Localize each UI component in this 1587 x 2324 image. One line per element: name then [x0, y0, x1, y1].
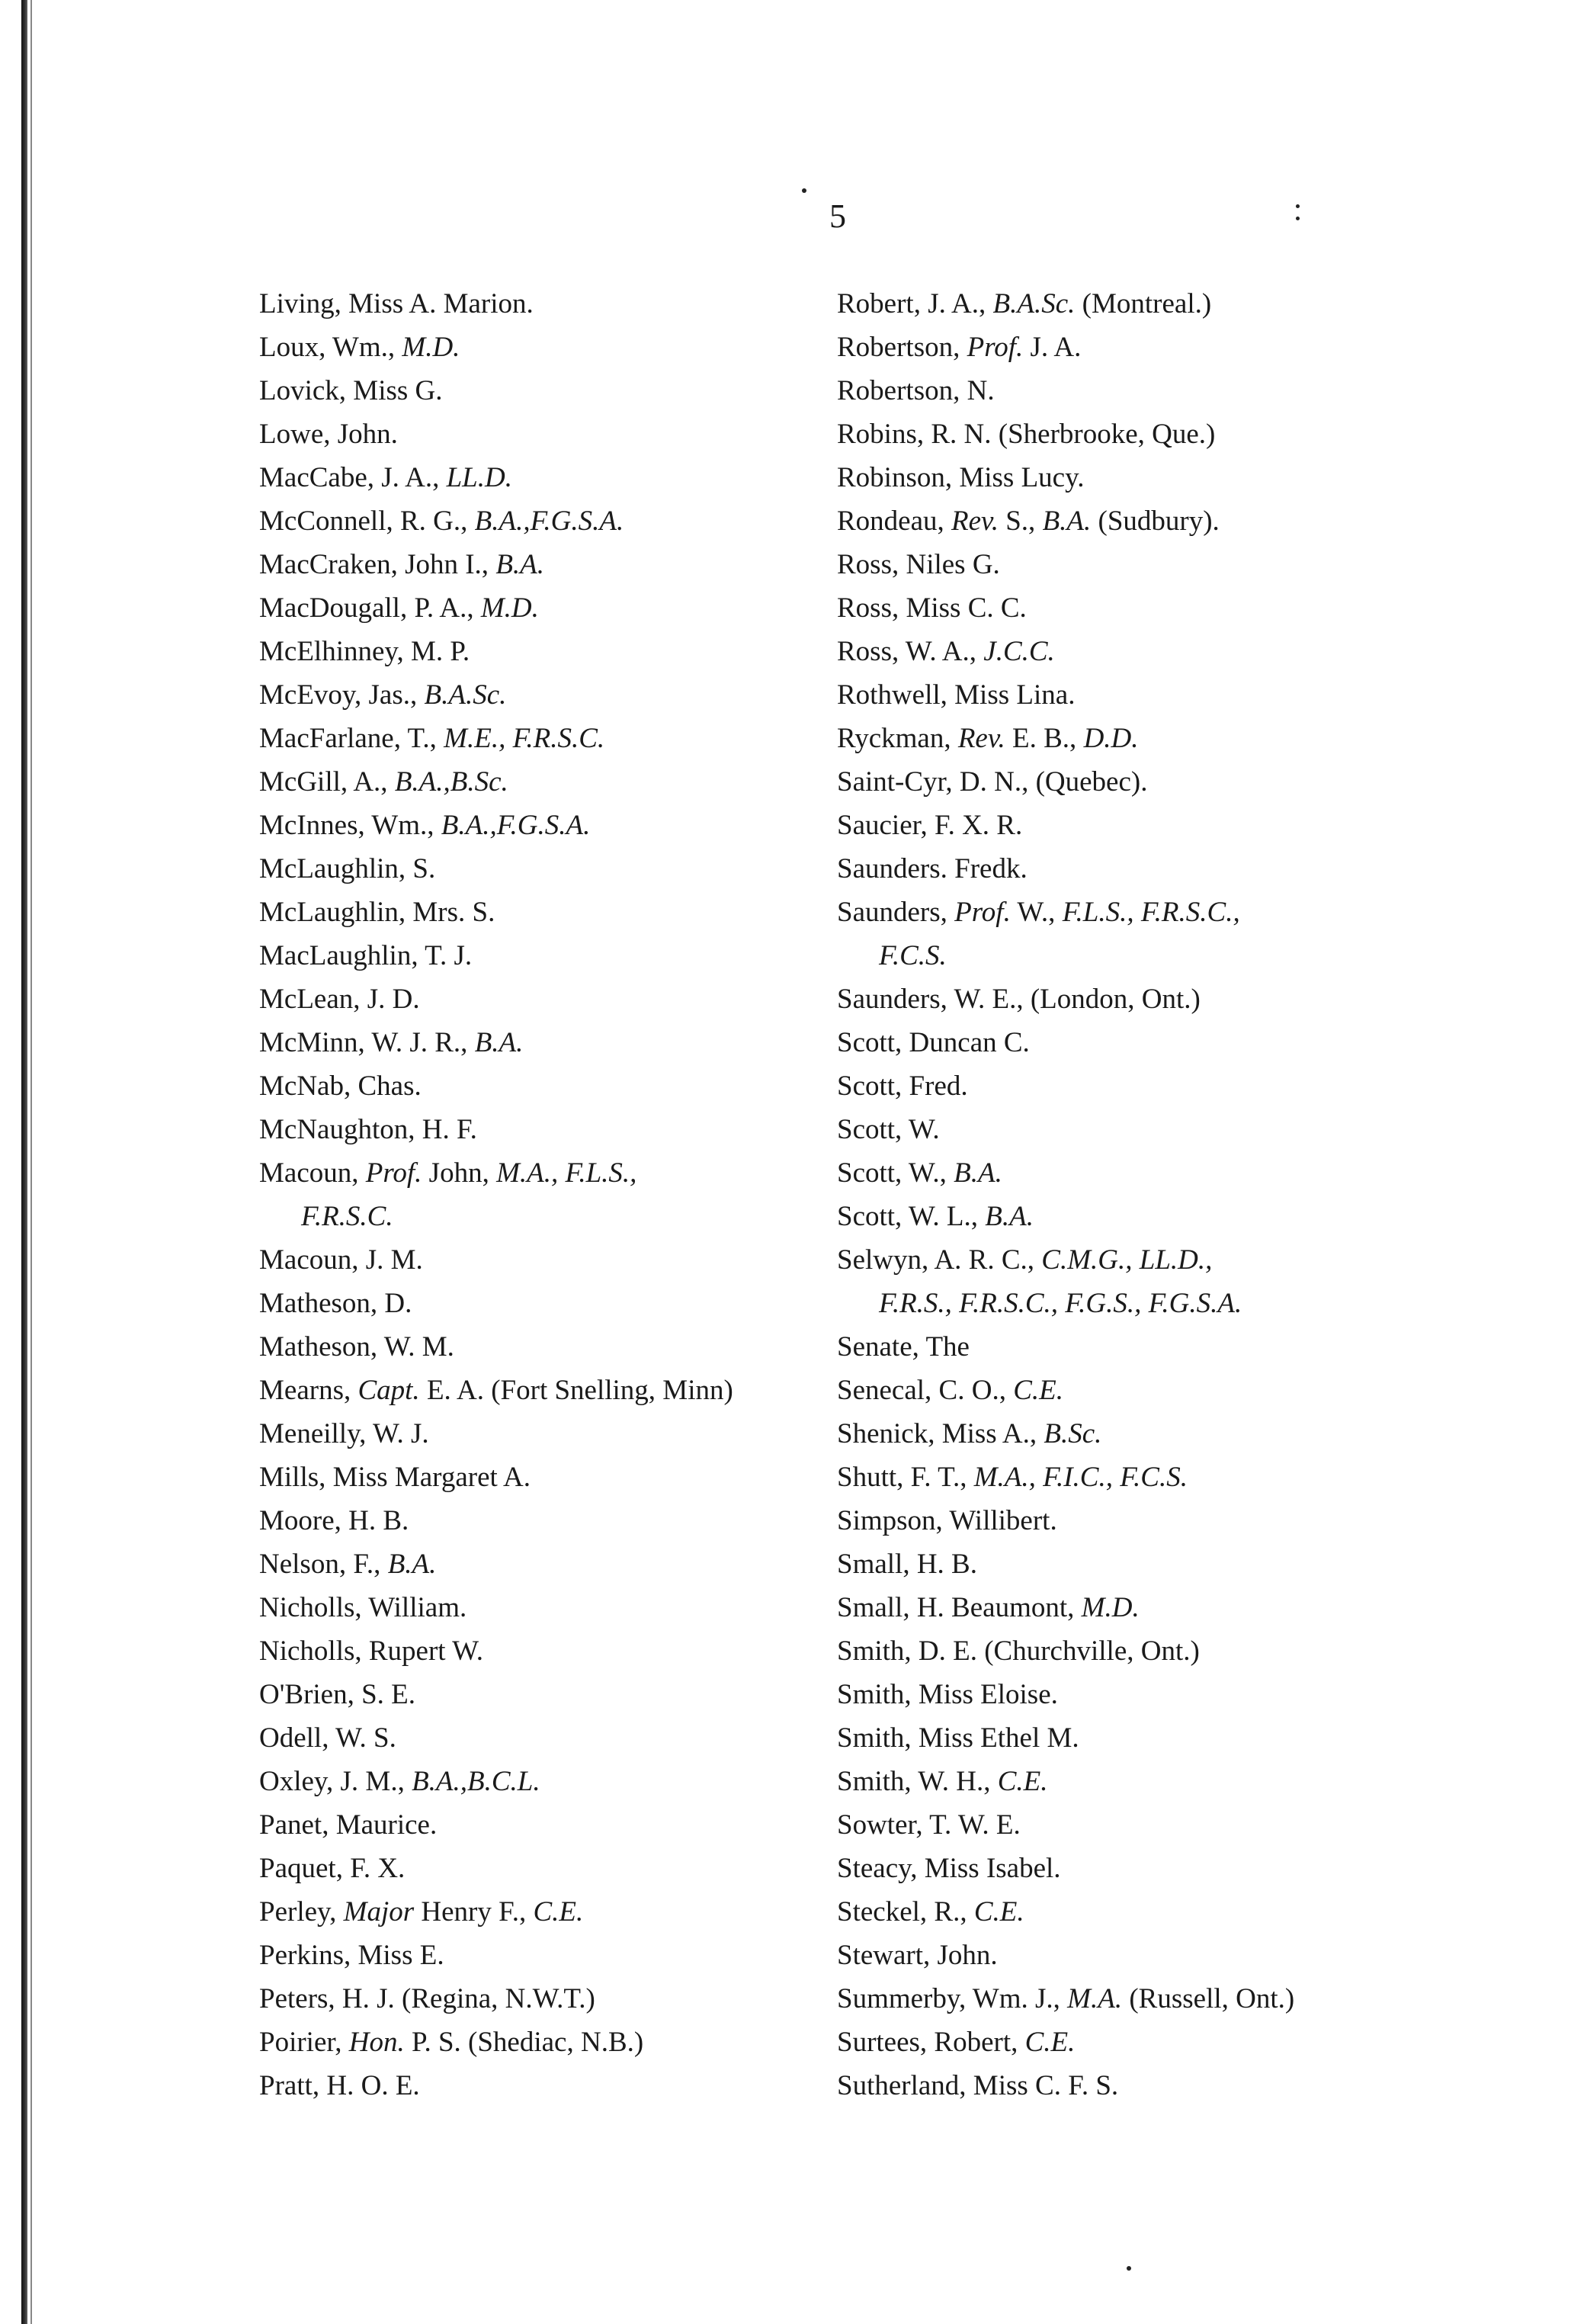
list-item	[259, 1977, 823, 2021]
entry-degree: F.C.S.	[879, 940, 947, 971]
entry-text: Pratt, H. O. E.	[259, 2070, 420, 2101]
entry-degree: C.E.	[1013, 1375, 1063, 1406]
entry-degree: B.A.,B.Sc.	[394, 766, 508, 798]
entry-text: Panet, Maurice.	[259, 1809, 438, 1841]
list-item	[259, 1890, 823, 1934]
list-item	[837, 1890, 1447, 1934]
list-item	[837, 1325, 1447, 1369]
entry-text: (Montreal.)	[1075, 288, 1212, 319]
entry-text: Scott, W.,	[837, 1157, 954, 1189]
list-item	[259, 1847, 823, 1890]
entry-text: Surtees, Robert,	[837, 2027, 1025, 2058]
entry-degree: M.D.	[402, 332, 460, 363]
entry-text: Simpson, Willibert.	[837, 1505, 1057, 1536]
list-item	[259, 369, 823, 412]
entry-text: Shenick, Miss A.,	[837, 1418, 1044, 1449]
list-item	[837, 804, 1447, 847]
entry-text: Rothwell, Miss Lina.	[837, 679, 1076, 711]
entry-text: John,	[422, 1157, 497, 1189]
entry-degree: M.E., F.R.S.C.	[444, 723, 605, 754]
entry-text: Perkins, Miss E.	[259, 1940, 444, 1971]
list-item	[259, 2064, 823, 2107]
list-item	[837, 1977, 1447, 2021]
ink-speck	[1296, 204, 1300, 208]
list-item	[837, 1803, 1447, 1847]
entry-text: McMinn, W. J. R.,	[259, 1027, 475, 1058]
entry-degree: F.L.S., F.R.S.C.,	[1062, 897, 1240, 928]
entry-text: Smith, D. E. (Churchville, Ont.)	[837, 1635, 1200, 1667]
entry-text: Sutherland, Miss C. F. S.	[837, 2070, 1119, 2101]
entry-degree: B.A.	[474, 1027, 524, 1058]
entry-text: Meneilly, W. J.	[259, 1418, 429, 1449]
list-item	[837, 1021, 1447, 1064]
list-item	[837, 326, 1447, 369]
entry-text: Mearns,	[259, 1375, 358, 1406]
list-item	[837, 1934, 1447, 1977]
entry-degree: Hon.	[348, 2027, 405, 2058]
list-item	[837, 1195, 1447, 1238]
list-item	[259, 760, 823, 804]
entry-text: Robins, R. N. (Sherbrooke, Que.)	[837, 419, 1216, 450]
entry-text: McLean, J. D.	[259, 984, 420, 1015]
entry-degree: B.A.,F.G.S.A.	[474, 506, 624, 537]
list-item	[259, 1673, 823, 1716]
list-item	[259, 673, 823, 717]
entry-degree: M.A., F.I.C., F.C.S.	[973, 1462, 1188, 1493]
entry-text: Smith, Miss Eloise.	[837, 1679, 1058, 1710]
entry-degree: J.C.C.	[983, 636, 1055, 667]
entry-text: McConnell, R. G.,	[259, 506, 475, 537]
list-item	[259, 326, 823, 369]
entry-text: McElhinney, M. P.	[259, 636, 470, 667]
entry-text: McInnes, Wm.,	[259, 810, 441, 841]
entry-text: Nelson, F.,	[259, 1549, 388, 1580]
list-item	[259, 630, 823, 673]
entry-degree: M.A., F.L.S.,	[496, 1157, 637, 1189]
ink-speck	[1127, 2266, 1131, 2271]
entry-text: MacLaughlin, T. J.	[259, 940, 473, 971]
list-item	[259, 1064, 823, 1108]
entry-text: (Sudbury).	[1091, 506, 1220, 537]
entry-text: Sowter, T. W. E.	[837, 1809, 1021, 1841]
list-item	[259, 1238, 823, 1282]
list-item	[837, 412, 1447, 456]
entry-text: O'Brien, S. E.	[259, 1679, 416, 1710]
entry-text: Lowe, John.	[259, 419, 398, 450]
entry-text: Odell, W. S.	[259, 1722, 396, 1754]
list-item	[259, 586, 823, 630]
entry-text: Nicholls, William.	[259, 1592, 467, 1623]
list-item	[837, 1760, 1447, 1803]
entry-degree: Prof.	[365, 1157, 422, 1189]
entry-text: Shutt, F. T.,	[837, 1462, 974, 1493]
left-column	[259, 282, 823, 2107]
entry-text: Perley,	[259, 1896, 344, 1928]
list-item	[837, 1629, 1447, 1673]
list-item	[837, 282, 1447, 326]
entry-text: Saint-Cyr, D. N., (Quebec).	[837, 766, 1148, 798]
entry-text: Steckel, R.,	[837, 1896, 974, 1928]
list-item	[259, 717, 823, 760]
list-item	[259, 2021, 823, 2064]
entry-text: Saunders,	[837, 897, 955, 928]
list-item	[837, 760, 1447, 804]
entry-degree: D.D.	[1083, 723, 1139, 754]
entry-text: Paquet, F. X.	[259, 1853, 406, 1884]
ink-speck	[802, 188, 806, 193]
entry-text: Oxley, J. M.,	[259, 1766, 412, 1797]
entry-text: E. A. (Fort Snelling, Minn)	[419, 1375, 733, 1406]
list-item	[259, 1934, 823, 1977]
entry-text: Senate, The	[837, 1331, 970, 1363]
ink-speck	[1296, 217, 1300, 220]
entry-degree: C.E.	[973, 1896, 1024, 1928]
page-number: 5	[829, 197, 846, 235]
entry-text: Living, Miss A. Marion.	[259, 288, 534, 319]
entry-degree: M.D.	[1081, 1592, 1140, 1623]
entry-text: Macoun,	[259, 1157, 366, 1189]
entry-degree: F.R.S.C.	[301, 1201, 393, 1232]
entry-text: MacFarlane, T.,	[259, 723, 444, 754]
list-item	[837, 1369, 1447, 1412]
entry-text: Nicholls, Rupert W.	[259, 1635, 483, 1667]
entry-text: Small, H. Beaumont,	[837, 1592, 1082, 1623]
entry-text: (Russell, Ont.)	[1122, 1983, 1295, 2014]
entry-text: Rondeau,	[837, 506, 952, 537]
entry-degree: C.E.	[1024, 2027, 1076, 2058]
entry-text: Henry F.,	[414, 1896, 534, 1928]
entry-text: Scott, Duncan C.	[837, 1027, 1030, 1058]
list-item	[259, 891, 823, 934]
entry-text: Smith, W. H.,	[837, 1766, 998, 1797]
list-item	[259, 1282, 823, 1325]
list-item	[837, 1151, 1447, 1195]
binding-edge	[21, 0, 27, 2324]
list-item	[259, 1325, 823, 1369]
list-item	[837, 2064, 1447, 2107]
entry-text: E. B.,	[1005, 723, 1084, 754]
list-item	[837, 891, 1447, 934]
list-item	[837, 456, 1447, 499]
entry-text: Scott, Fred.	[837, 1071, 968, 1102]
list-item	[259, 1456, 823, 1499]
entry-text: Lovick, Miss G.	[259, 375, 443, 406]
list-item	[259, 1586, 823, 1629]
entry-degree: M.A.	[1067, 1983, 1123, 2014]
list-item	[259, 499, 823, 543]
list-item	[259, 282, 823, 326]
entry-text: Matheson, W. M.	[259, 1331, 454, 1363]
list-item	[837, 717, 1447, 760]
list-item	[259, 456, 823, 499]
list-item	[837, 1238, 1447, 1282]
entry-text: Saucier, F. X. R.	[837, 810, 1023, 841]
list-item	[837, 2021, 1447, 2064]
list-item	[837, 1586, 1447, 1629]
entry-text: Selwyn, A. R. C.,	[837, 1244, 1042, 1276]
list-item	[259, 1021, 823, 1064]
binding-edge-line	[30, 0, 32, 2324]
entry-degree: M.D.	[480, 592, 539, 624]
list-item	[259, 1629, 823, 1673]
entry-text: Scott, W. L.,	[837, 1201, 986, 1232]
entry-text: MacCabe, J. A.,	[259, 462, 447, 493]
list-item	[837, 369, 1447, 412]
entry-text: McNaughton, H. F.	[259, 1114, 477, 1145]
list-item	[259, 1760, 823, 1803]
entry-text: Loux, Wm.,	[259, 332, 402, 363]
list-item	[259, 804, 823, 847]
entry-text: Macoun, J. M.	[259, 1244, 423, 1276]
entry-text: Scott, W.	[837, 1114, 940, 1145]
entry-text: Smith, Miss Ethel M.	[837, 1722, 1079, 1754]
entry-degree: B.A.,B.C.L.	[412, 1766, 540, 1797]
list-item	[837, 543, 1447, 586]
list-item-continuation	[837, 934, 1447, 977]
list-item	[259, 1499, 823, 1542]
list-item	[259, 412, 823, 456]
entry-text: Stewart, John.	[837, 1940, 998, 1971]
list-item	[837, 1542, 1447, 1586]
entry-degree: Rev.	[951, 506, 999, 537]
list-item	[837, 586, 1447, 630]
list-item	[837, 977, 1447, 1021]
entry-text: Ross, Niles G.	[837, 549, 1000, 580]
entry-degree: B.A.	[495, 549, 545, 580]
entry-text: Senecal, C. O.,	[837, 1375, 1014, 1406]
right-column	[837, 282, 1447, 2107]
list-item	[259, 847, 823, 891]
entry-degree: C.M.G., LL.D.,	[1041, 1244, 1213, 1276]
list-item	[259, 977, 823, 1021]
entry-text: Summerby, Wm. J.,	[837, 1983, 1068, 2014]
list-item-continuation	[259, 1195, 823, 1238]
list-item	[837, 499, 1447, 543]
list-item	[837, 673, 1447, 717]
entry-degree: Rev.	[957, 723, 1005, 754]
list-item	[837, 847, 1447, 891]
entry-degree: B.A.Sc.	[424, 679, 507, 711]
list-item	[837, 1499, 1447, 1542]
entry-text: Ross, W. A.,	[837, 636, 984, 667]
list-item	[259, 1803, 823, 1847]
list-item	[259, 1369, 823, 1412]
entry-degree: F.R.S., F.R.S.C., F.G.S., F.G.S.A.	[879, 1288, 1242, 1319]
entry-text: McNab, Chas.	[259, 1071, 422, 1102]
entry-text: Ross, Miss C. C.	[837, 592, 1027, 624]
list-item	[259, 1716, 823, 1760]
list-item	[259, 1108, 823, 1151]
list-item-continuation	[837, 1282, 1447, 1325]
entry-text: MacCraken, John I.,	[259, 549, 496, 580]
list-item	[259, 543, 823, 586]
entry-degree: C.E.	[533, 1896, 584, 1928]
entry-degree: Capt.	[357, 1375, 420, 1406]
entry-text: McLaughlin, Mrs. S.	[259, 897, 495, 928]
entry-degree: LL.D.	[446, 462, 512, 493]
entry-text: P. S. (Shediac, N.B.)	[404, 2027, 644, 2058]
entry-text: Mills, Miss Margaret A.	[259, 1462, 531, 1493]
entry-degree: B.Sc.	[1044, 1418, 1102, 1449]
entry-text: W.,	[1010, 897, 1063, 928]
entry-text: Matheson, D.	[259, 1288, 412, 1319]
list-item	[837, 1673, 1447, 1716]
list-item	[837, 630, 1447, 673]
entry-text: Small, H. B.	[837, 1549, 977, 1580]
entry-text: McGill, A.,	[259, 766, 395, 798]
list-item	[259, 1542, 823, 1586]
entry-text: Steacy, Miss Isabel.	[837, 1853, 1061, 1884]
entry-degree: Prof.	[954, 897, 1011, 928]
entry-text: Robertson,	[837, 332, 967, 363]
list-item	[259, 1412, 823, 1456]
entry-text: Robert, J. A.,	[837, 288, 993, 319]
list-item	[837, 1108, 1447, 1151]
entry-text: Moore, H. B.	[259, 1505, 409, 1536]
entry-degree: B.A.	[954, 1157, 1002, 1189]
list-item	[837, 1412, 1447, 1456]
list-item	[837, 1847, 1447, 1890]
entry-text: Peters, H. J. (Regina, N.W.T.)	[259, 1983, 595, 2014]
entry-degree: Major	[343, 1896, 415, 1928]
entry-text: Saunders, W. E., (London, Ont.)	[837, 984, 1201, 1015]
list-item	[259, 934, 823, 977]
list-item	[837, 1716, 1447, 1760]
entry-text: Robinson, Miss Lucy.	[837, 462, 1085, 493]
entry-degree: B.A.	[985, 1201, 1034, 1232]
entry-degree: B.A.	[1042, 506, 1092, 537]
entry-degree: B.A.,F.G.S.A.	[441, 810, 591, 841]
entry-text: Robertson, N.	[837, 375, 995, 406]
entry-degree: B.A.Sc.	[992, 288, 1076, 319]
entry-text: MacDougall, P. A.,	[259, 592, 481, 624]
entry-text: McEvoy, Jas.,	[259, 679, 425, 711]
entry-text: McLaughlin, S.	[259, 853, 436, 884]
entry-text: Poirier,	[259, 2027, 349, 2058]
list-item	[259, 1151, 823, 1195]
entry-text: Ryckman,	[837, 723, 958, 754]
entry-degree: B.A.	[387, 1549, 437, 1580]
list-item	[837, 1064, 1447, 1108]
list-item	[837, 1456, 1447, 1499]
entry-degree: Prof.	[967, 332, 1024, 363]
entry-text: Saunders. Fredk.	[837, 853, 1028, 884]
entry-text: S.,	[998, 506, 1043, 537]
entry-text: J. A.	[1023, 332, 1082, 363]
entry-degree: C.E.	[997, 1766, 1048, 1797]
